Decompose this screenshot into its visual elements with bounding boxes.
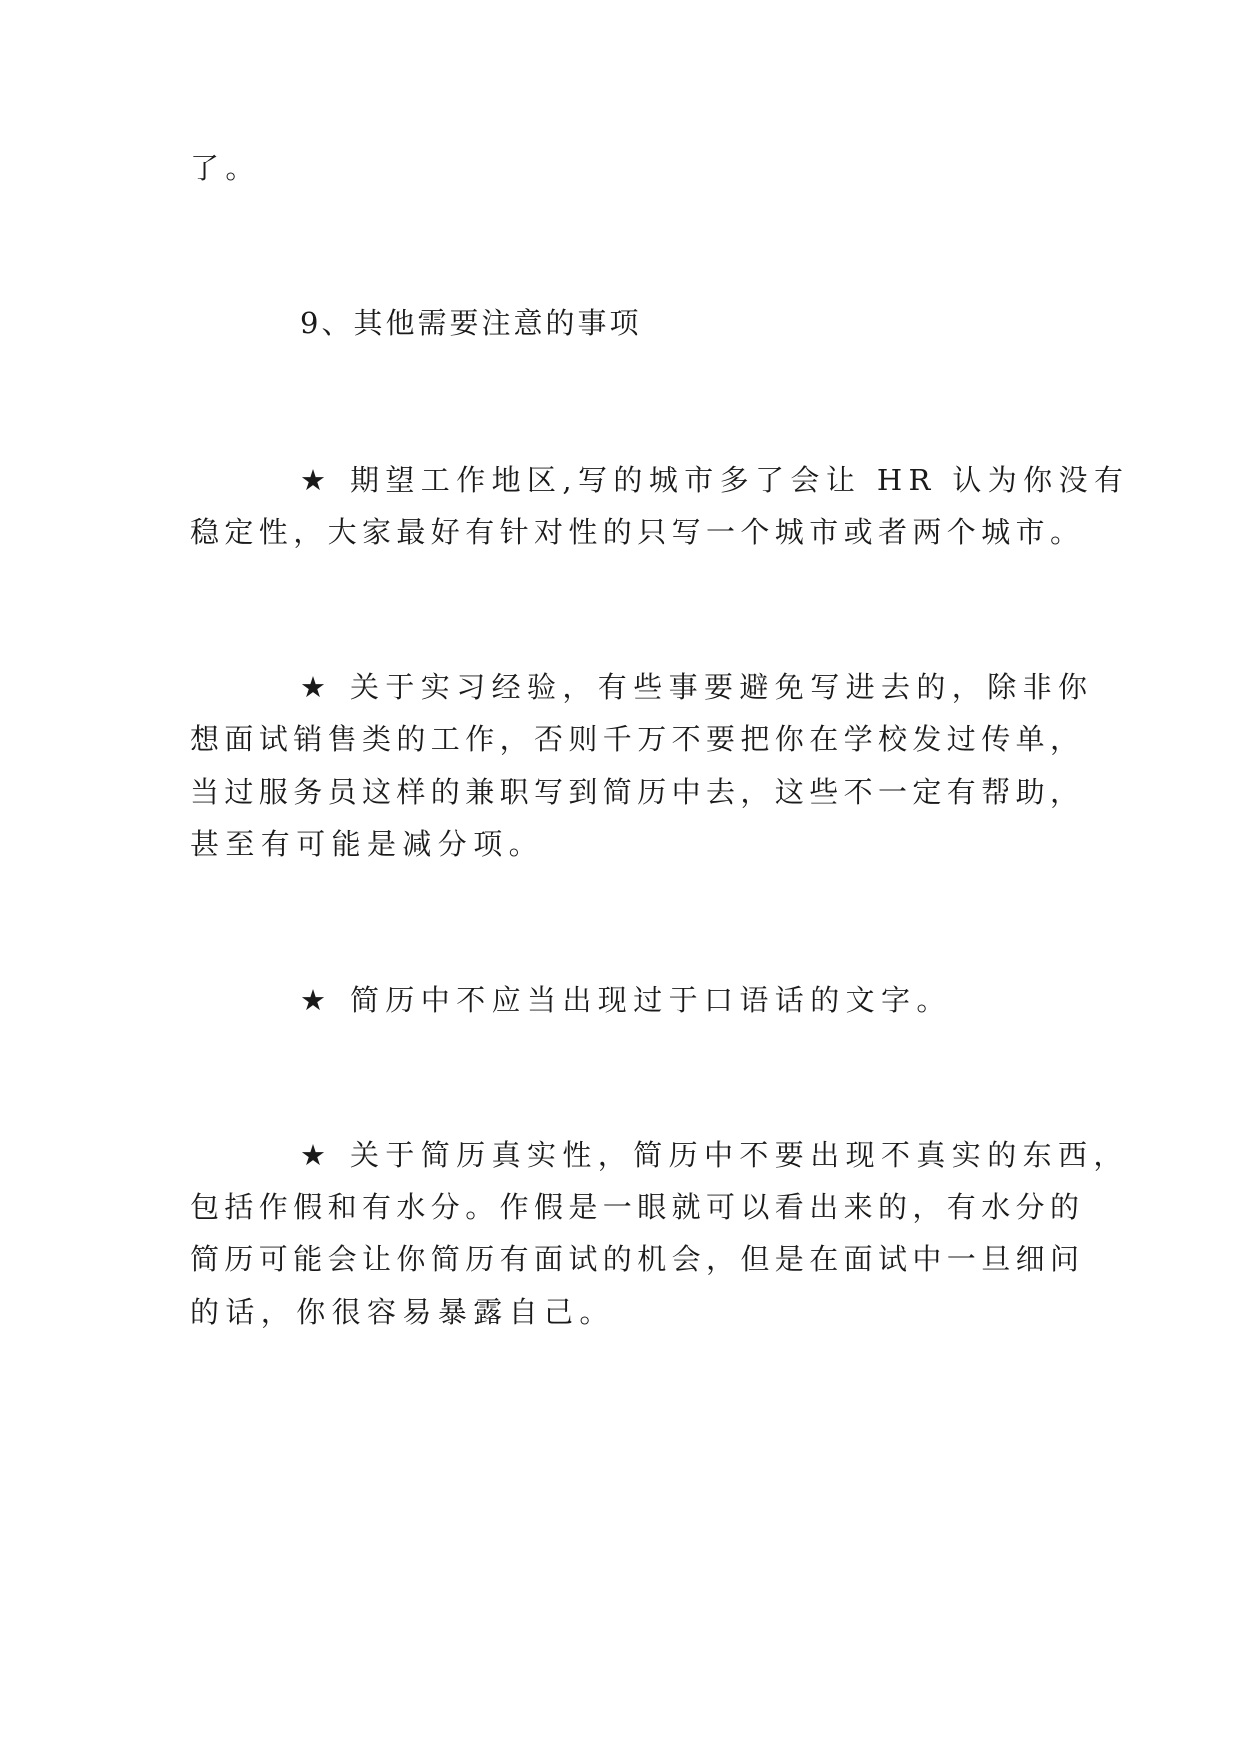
paragraph-text: 关于实习经验，有些事要避免写进去的，除非你 bbox=[350, 670, 1094, 704]
paragraph-line: 甚至有可能是减分项。 bbox=[190, 827, 545, 861]
paragraph-text: 简历中不应当出现过于口语话的文字。 bbox=[350, 983, 952, 1017]
star-icon: ★ bbox=[300, 983, 326, 1017]
continuation-text: 了。 bbox=[190, 151, 261, 185]
paragraph-line bbox=[300, 1133, 1129, 1177]
star-icon: ★ bbox=[300, 1138, 326, 1172]
paragraph-line: 稳定性，大家最好有针对性的只写一个城市或者两个城市。 bbox=[190, 515, 1085, 549]
paragraph-line: 包括作假和有水分。作假是一眼就可以看出来的，有水分的 bbox=[190, 1190, 1085, 1224]
paragraph-line bbox=[300, 458, 1130, 502]
star-icon: ★ bbox=[300, 670, 326, 704]
paragraph-line bbox=[300, 978, 1070, 1022]
paragraph-line bbox=[300, 665, 1094, 709]
section-heading: 9、其他需要注意的事项 bbox=[300, 306, 642, 340]
paragraph-line: 的话，你很容易暴露自己。 bbox=[190, 1295, 615, 1329]
paragraph-text: 关于简历真实性，简历中不要出现不真实的东西， bbox=[350, 1138, 1129, 1172]
paragraph-line: 简历可能会让你简历有面试的机会，但是在面试中一旦细问 bbox=[190, 1242, 1085, 1276]
paragraph-text: 期望工作地区,写的城市多了会让 HR 认为你没有 bbox=[350, 463, 1130, 497]
paragraph-line: 当过服务员这样的兼职写到简历中去，这些不一定有帮助， bbox=[190, 775, 1085, 809]
paragraph-line: 想面试销售类的工作，否则千万不要把你在学校发过传单， bbox=[190, 722, 1085, 756]
star-icon: ★ bbox=[300, 463, 326, 497]
